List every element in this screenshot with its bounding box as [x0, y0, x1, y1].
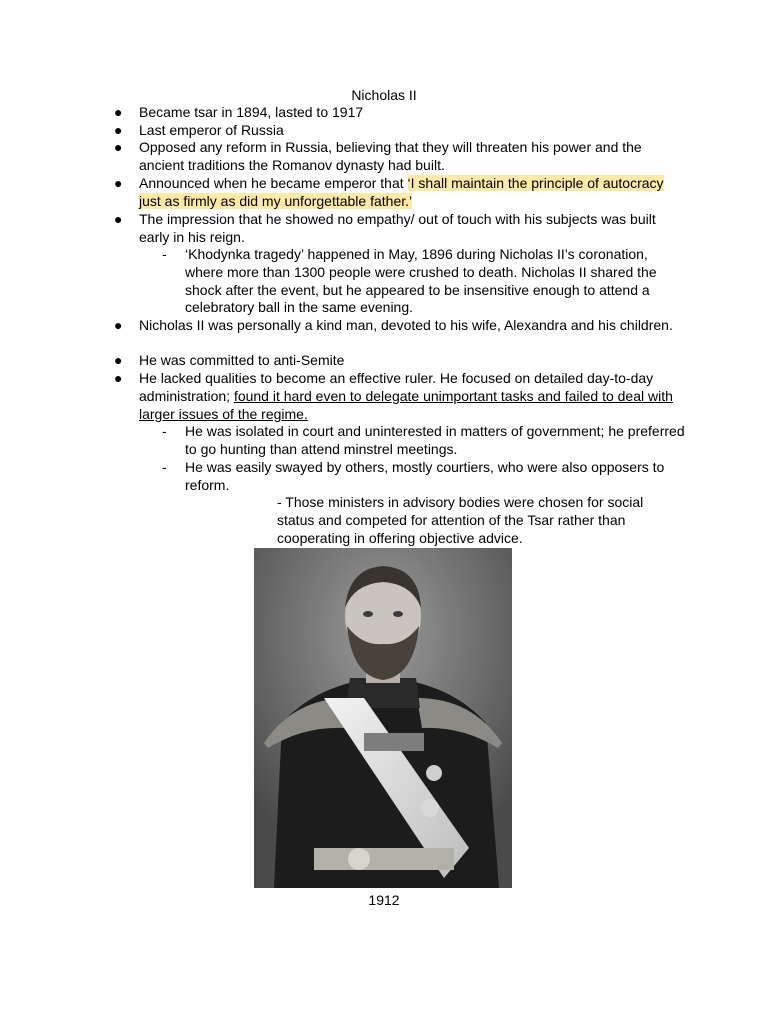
bullet-icon: ● [114, 211, 123, 227]
bullet-icon: ● [114, 352, 123, 368]
sub-bullet-text: ‘Khodynka tragedy’ happened in May, 1896 during Nicholas II’s coronation, where more than 1300 people were crushed to death. Nicholas II shared the shock after the event, but he appeared to be insensitive enough to attend a celebratory ball in the same evening. [185, 246, 657, 316]
bullet-item [114, 370, 679, 423]
sub-bullet-text: He was easily swayed by others, mostly courtiers, who were also opposers to reform. [185, 459, 665, 493]
bullet-text: Became tsar in 1894, lasted to 1917 [139, 104, 364, 120]
bullet-text: The impression that he showed no empathy/ out of touch with his subjects was built early in his reign. [139, 211, 656, 245]
dash-icon: - [162, 246, 167, 262]
bullet-item [114, 352, 679, 370]
underlined-text: found it hard even to delegate unimportant tasks and failed to deal with larger issues of the regime. [139, 387, 673, 422]
bullet-item [114, 139, 679, 175]
document-title: Nicholas II [351, 87, 417, 103]
bullet-text: Opposed any reform in Russia, believing that they will threaten his power and the ancient traditions the Romanov dynasty had built. [139, 139, 642, 173]
photo-caption: 1912 [368, 892, 400, 908]
sub-bullet-item [162, 246, 685, 317]
sub-bullet-item [162, 459, 685, 495]
bullet-item [114, 175, 679, 211]
bullet-icon: ● [114, 175, 123, 191]
bullet-item [114, 211, 679, 247]
bullet-icon: ● [114, 317, 123, 333]
portrait-illustration [254, 548, 512, 888]
highlighted-quote: ‘I shall maintain the principle of autocracy just as firmly as did my unforgettable father.’ [139, 175, 664, 209]
bullet-text: Nicholas II was personally a kind man, devoted to his wife, Alexandra and his children. [139, 317, 673, 333]
dash-icon: - [162, 459, 167, 475]
bullet-icon: ● [114, 139, 123, 155]
bullet-text: Last emperor of Russia [139, 122, 284, 138]
indented-note: - Those ministers in advisory bodies were chosen for social status and competed for attention of the Tsar rather than cooperating in offering objective advice. [277, 494, 644, 546]
bullet-text: He was committed to anti-Semite [139, 352, 345, 368]
dash-icon: - [162, 423, 167, 439]
bullet-item [114, 317, 679, 335]
bullet-icon: ● [114, 370, 123, 386]
sub-bullet-item [162, 423, 685, 459]
bullet-icon: ● [114, 104, 123, 120]
bullet-text: Announced when he became emperor that [139, 175, 408, 191]
sub-bullet-text: He was isolated in court and uninterested in matters of government; he preferred to go hunting than attend minstrel meetings. [185, 423, 685, 457]
bullet-item [114, 104, 679, 122]
bullet-text: He lacked qualities to become an effective ruler. He focused on detailed day-to-day administration; [139, 370, 654, 404]
bullet-item [114, 122, 679, 140]
bullet-icon: ● [114, 122, 123, 138]
portrait-photo [254, 548, 512, 888]
